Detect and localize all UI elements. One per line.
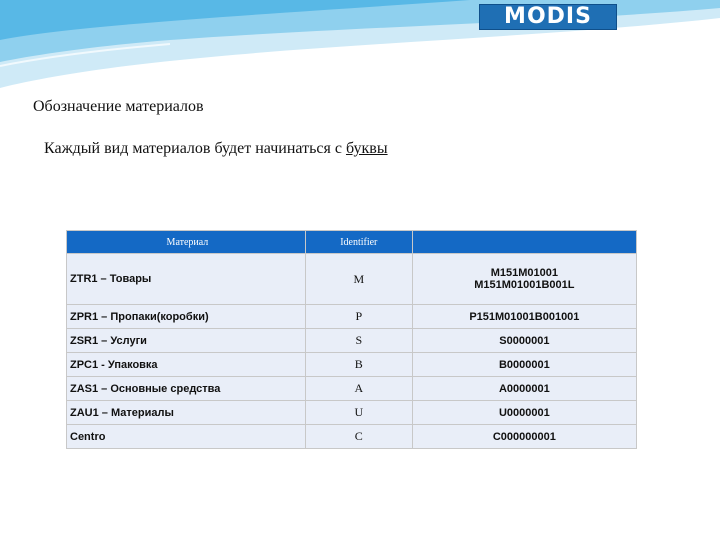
table-row <box>67 254 637 305</box>
material-cell: ZSR1 – Услуги <box>67 329 306 353</box>
page-subtitle <box>44 140 388 158</box>
identifier-cell: C <box>305 425 412 449</box>
example-line: M151M01001B001L <box>474 279 575 291</box>
header-identifier: Identifier <box>305 231 412 254</box>
material-cell: ZTR1 – Товары <box>67 254 306 305</box>
example-cell <box>412 254 636 305</box>
material-cell: Centro <box>67 425 306 449</box>
header-material: Материал <box>67 231 306 254</box>
example-cell: C000000001 <box>412 425 636 449</box>
subtitle-text: Каждый вид материалов будет начинаться с <box>44 140 346 157</box>
material-cell: ZAS1 – Основные средства <box>67 377 306 401</box>
logo-text: MODIS <box>504 4 592 29</box>
example-line: M151M01001 <box>490 267 559 279</box>
table-row <box>67 401 637 425</box>
table-row <box>67 305 637 329</box>
example-cell: A0000001 <box>412 377 636 401</box>
modis-logo <box>479 4 617 30</box>
materials-table <box>66 230 637 449</box>
example-cell: U0000001 <box>412 401 636 425</box>
table-row <box>67 329 637 353</box>
identifier-cell: U <box>305 401 412 425</box>
identifier-cell: B <box>305 353 412 377</box>
table-row <box>67 353 637 377</box>
material-cell: ZAU1 – Материалы <box>67 401 306 425</box>
identifier-cell: S <box>305 329 412 353</box>
subtitle-underlined-word: буквы <box>345 140 388 157</box>
example-cell: B0000001 <box>412 353 636 377</box>
example-cell: S0000001 <box>412 329 636 353</box>
table-header-row <box>67 231 637 254</box>
page-title: Обозначение материалов <box>33 98 204 115</box>
material-cell: ZPR1 – Пропаки(коробки) <box>67 305 306 329</box>
table-row <box>67 377 637 401</box>
identifier-cell: P <box>305 305 412 329</box>
material-cell: ZPC1 - Упаковка <box>67 353 306 377</box>
identifier-cell: M <box>305 254 412 305</box>
table-row <box>67 425 637 449</box>
header-example <box>412 231 636 254</box>
example-cell: P151M01001B001001 <box>412 305 636 329</box>
identifier-cell: A <box>305 377 412 401</box>
